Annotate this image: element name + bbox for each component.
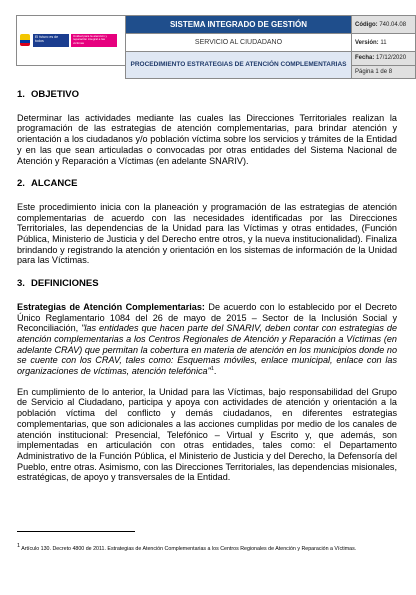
version-value: 11 [380, 39, 387, 46]
page-label: Página 1 de 8 [352, 65, 416, 79]
colombia-crest-icon [20, 34, 30, 46]
definition-paragraph [17, 302, 397, 377]
section-heading-objetivo [17, 90, 397, 101]
document-header [16, 15, 416, 79]
logo-sub: Unidad para la atención y reparación integral a las víctimas [71, 34, 117, 47]
definition-intro: De acuerdo con lo establecido por el Decreto Único Reglamentario 1084 del 26 de mayo de 2015 – Sector de la Inclusión Social y Reconciliación, [17, 301, 397, 334]
logo-cell [17, 16, 126, 66]
cumplimiento-paragraph: En cumplimiento de lo anterior, la Unidad para las Víctimas, bajo responsabilidad del Grupo de Servicio al Ciudadano, participa y apoya con actividades de atención y orientación a la población víctima del conflicto y demás ciudadanos, en diferentes estrategias complementarias, que son adicionales a las acciones cumplidas por medio de los canales de atención institucional: Presencial, Telefónico – Virtual y Escrito y, que además, son implementadas en articulación con otras entidades, tales como: el Departamento Administrativo de la Función Pública, el Ministerio de Justicia y del Derecho, la Defensoría del Pueblo, entre otras. Asimismo, con las Direcciones Territoriales, las dependencias misionales, estratégicas, de apoyo y transversales de la Entidad. [17, 386, 397, 483]
footnote-reference[interactable]: 1 [210, 366, 214, 373]
definition-term: Estrategias de Atención Complementarias: [17, 301, 205, 312]
date-value: 17/12/2020 [376, 55, 407, 62]
code-label: Código: [355, 21, 378, 28]
footnote [17, 543, 395, 553]
objetivo-paragraph: Determinar las actividades mediante las cuales las Direcciones Territoriales realizan la programación de las estrategias de atención complementarias, para brindar atención y orientación a los ciudadanos y/o población víctima sobre los servicios y trámites de la Entidad y en las que sean articuladas o convocadas por otras entidades del Sistema Nacional de Atención y Reparación a Víctimas (en adelante SNARIV). [17, 112, 397, 166]
section-title: ALCANCE [31, 178, 78, 190]
logo-main: El futuro es de todos [33, 34, 69, 47]
section-heading-definiciones [17, 279, 397, 290]
document-body [17, 90, 397, 493]
section-heading-alcance [17, 179, 397, 190]
section-number: 2. [17, 178, 25, 190]
logo-spacer [17, 65, 126, 79]
alcance-paragraph: Este procedimiento inicia con la planeación y programación de las estrategias de atención complementarias de acuerdo con las necesidades identificadas por las Direcciones Territoriales, las dependencias de la Unidad para las Víctimas y otras entidades, (Función Pública, Ministerio de Justicia y del Derecho entre otros, y la nueva institucionalidad). Finaliza brindando y registrando la atención y orientación en los sistemas de información de la Unidad para las Víctimas. [17, 201, 397, 266]
footnote-divider [17, 531, 135, 532]
section-title: OBJETIVO [31, 89, 80, 100]
section-number: 1. [17, 89, 25, 100]
code-cell [352, 16, 416, 34]
section-title: DEFINICIONES [31, 278, 99, 290]
definition-quote: "las entidades que hacen parte del SNARIV, deben contar con estrategias de atención complementarias a los Centros Regionales de Atención y Reparación a Víctimas (en adelante CRAV) que permitan la cobertura en materia de atención en los municipios donde no se cuente con los CRAV, tales como: Esquemas móviles, enlace municipal, enlace con las organizaciones de víctimas, atención telefónica" [17, 323, 397, 377]
section-number: 3. [17, 278, 25, 290]
date-cell [352, 52, 416, 66]
service-title: SERVICIO AL CIUDADANO [126, 34, 352, 52]
procedure-title: PROCEDIMIENTO ESTRATEGIAS DE ATENCIÓN COMPLEMENTARIAS [126, 52, 352, 79]
footnote-text: Artículo 130. Decreto 4800 de 2011. Estrategias de Atención Complementarias a los Centros Regionales de Atención y Reparación a Víctimas. [20, 546, 357, 552]
institution-logo [17, 16, 125, 65]
code-value: 740.04.08 [379, 21, 407, 28]
footnote-number: 1 [17, 543, 21, 550]
system-title: SISTEMA INTEGRADO DE GESTIÓN [126, 16, 352, 34]
version-label: Versión: [355, 39, 379, 46]
version-cell [352, 34, 416, 52]
date-label: Fecha: [355, 55, 375, 62]
definition-tail: . [213, 366, 217, 377]
